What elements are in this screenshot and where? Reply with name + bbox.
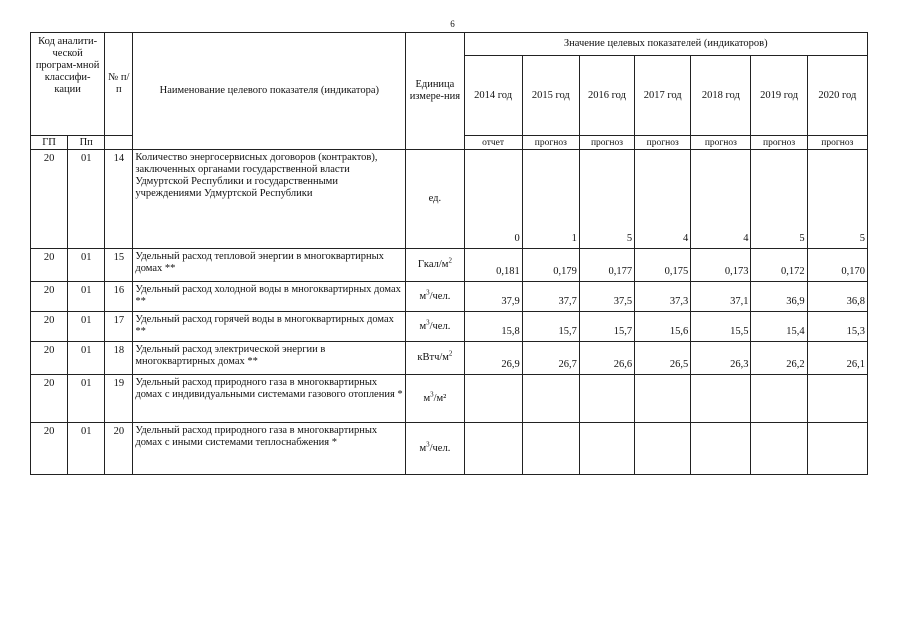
value-cell [522, 423, 579, 475]
value-cell [807, 375, 867, 423]
value-cell: 36,9 [751, 282, 807, 312]
value-cell: 26,5 [635, 342, 691, 375]
value-cell: 15,5 [691, 312, 751, 342]
value-cell: 26,9 [464, 342, 522, 375]
pp-header: Пп [68, 136, 105, 150]
value-cell: 37,3 [635, 282, 691, 312]
value-cell: 0,173 [691, 249, 751, 282]
row-number: 17 [105, 312, 133, 342]
table-row [31, 375, 868, 423]
year-header: 2014 год [464, 56, 522, 136]
status-header: прогноз [691, 136, 751, 150]
value-cell: 26,1 [807, 342, 867, 375]
value-cell: 15,7 [522, 312, 579, 342]
gp-code: 20 [31, 375, 68, 423]
value-cell [751, 423, 807, 475]
year-header: 2015 год [522, 56, 579, 136]
year-header: 2017 год [635, 56, 691, 136]
gp-code: 20 [31, 282, 68, 312]
gp-code: 20 [31, 423, 68, 475]
indicator-name: Удельный расход горячей воды в многоквартирных домах ** [133, 312, 406, 342]
row-number: 18 [105, 342, 133, 375]
value-cell: 26,3 [691, 342, 751, 375]
value-cell: 37,5 [579, 282, 634, 312]
value-cell [635, 375, 691, 423]
value-cell: 5 [807, 150, 867, 249]
pp-code: 01 [68, 150, 105, 249]
unit-cell: ед. [406, 150, 464, 249]
status-header: прогноз [807, 136, 867, 150]
value-cell: 0,177 [579, 249, 634, 282]
indicator-name: Количество энергосервисных договоров (контрактов), заключенных органами государственной власти Удмуртской Республики и государственными учреждениями Удмуртской Республики [133, 150, 406, 249]
status-header: прогноз [522, 136, 579, 150]
value-cell: 1 [522, 150, 579, 249]
value-cell [807, 423, 867, 475]
year-header: 2016 год [579, 56, 634, 136]
unit-cell: $м^3$/чел. [406, 312, 464, 342]
page-number: 6 [450, 19, 455, 29]
value-cell: 15,3 [807, 312, 867, 342]
year-header: 2018 год [691, 56, 751, 136]
status-header: прогноз [751, 136, 807, 150]
value-cell [464, 423, 522, 475]
year-header: 2020 год [807, 56, 867, 136]
value-cell: 26,7 [522, 342, 579, 375]
value-cell [522, 375, 579, 423]
value-cell: 0,170 [807, 249, 867, 282]
table-row [31, 342, 868, 375]
value-cell: 4 [691, 150, 751, 249]
table-row [31, 423, 868, 475]
value-cell: 37,9 [464, 282, 522, 312]
number-header: № п/п [105, 33, 133, 136]
indicator-name: Удельный расход холодной воды в многоквартирных домах ** [133, 282, 406, 312]
status-header: прогноз [635, 136, 691, 150]
value-cell: 37,1 [691, 282, 751, 312]
value-cell: 36,8 [807, 282, 867, 312]
gp-code: 20 [31, 342, 68, 375]
code-header: Код аналити-ческой програм-мной классифи-кации [31, 33, 105, 136]
row-number: 19 [105, 375, 133, 423]
table-row [31, 249, 868, 282]
value-cell: 15,8 [464, 312, 522, 342]
value-cell: 0,172 [751, 249, 807, 282]
value-cell: 15,7 [579, 312, 634, 342]
row-number: 20 [105, 423, 133, 475]
pp-code: 01 [68, 423, 105, 475]
unit-cell: $м^3$/чел. [406, 282, 464, 312]
value-cell: 0,181 [464, 249, 522, 282]
value-cell: 0 [464, 150, 522, 249]
pp-code: 01 [68, 375, 105, 423]
gp-code: 20 [31, 150, 68, 249]
indicator-name: Удельный расход тепловой энергии в многоквартирных домах ** [133, 249, 406, 282]
status-header: прогноз [579, 136, 634, 150]
value-cell: 5 [579, 150, 634, 249]
year-header: 2019 год [751, 56, 807, 136]
pp-code: 01 [68, 312, 105, 342]
value-cell [691, 423, 751, 475]
indicator-name: Удельный расход природного газа в многоквартирных домах с иными системами теплоснабжения * [133, 423, 406, 475]
value-cell [691, 375, 751, 423]
pp-code: 01 [68, 249, 105, 282]
pp-code: 01 [68, 342, 105, 375]
row-number: 14 [105, 150, 133, 249]
unit-cell: $м^3$/чел. [406, 423, 464, 475]
value-cell: 5 [751, 150, 807, 249]
gp-code: 20 [31, 249, 68, 282]
unit-cell: Гкал/$м^2$ [406, 249, 464, 282]
table-row [31, 312, 868, 342]
unit-cell: кВтч/$м^2$ [406, 342, 464, 375]
value-cell [579, 423, 634, 475]
table-row [31, 150, 868, 249]
values-header: Значение целевых показателей (индикаторов) [464, 33, 868, 56]
unit-header: Единица измере-ния [406, 33, 464, 150]
name-header: Наименование целевого показателя (индикатора) [133, 33, 406, 150]
row-number: 15 [105, 249, 133, 282]
gp-code: 20 [31, 312, 68, 342]
value-cell: 0,175 [635, 249, 691, 282]
pp-code: 01 [68, 282, 105, 312]
value-cell: 15,4 [751, 312, 807, 342]
value-cell: 26,6 [579, 342, 634, 375]
value-cell [751, 375, 807, 423]
indicator-name: Удельный расход электрической энергии в многоквартирных домах ** [133, 342, 406, 375]
row-number: 16 [105, 282, 133, 312]
indicators-table [30, 32, 868, 475]
value-cell: 26,2 [751, 342, 807, 375]
value-cell [464, 375, 522, 423]
value-cell: 37,7 [522, 282, 579, 312]
value-cell: 15,6 [635, 312, 691, 342]
unit-cell: $м^3/м^2$ [406, 375, 464, 423]
value-cell: 4 [635, 150, 691, 249]
value-cell [635, 423, 691, 475]
indicator-name: Удельный расход природного газа в многоквартирных домах с индивидуальными системами газового отопления * [133, 375, 406, 423]
value-cell [579, 375, 634, 423]
table-row [31, 282, 868, 312]
value-cell: 0,179 [522, 249, 579, 282]
gp-header: ГП [31, 136, 68, 150]
status-header: отчет [464, 136, 522, 150]
